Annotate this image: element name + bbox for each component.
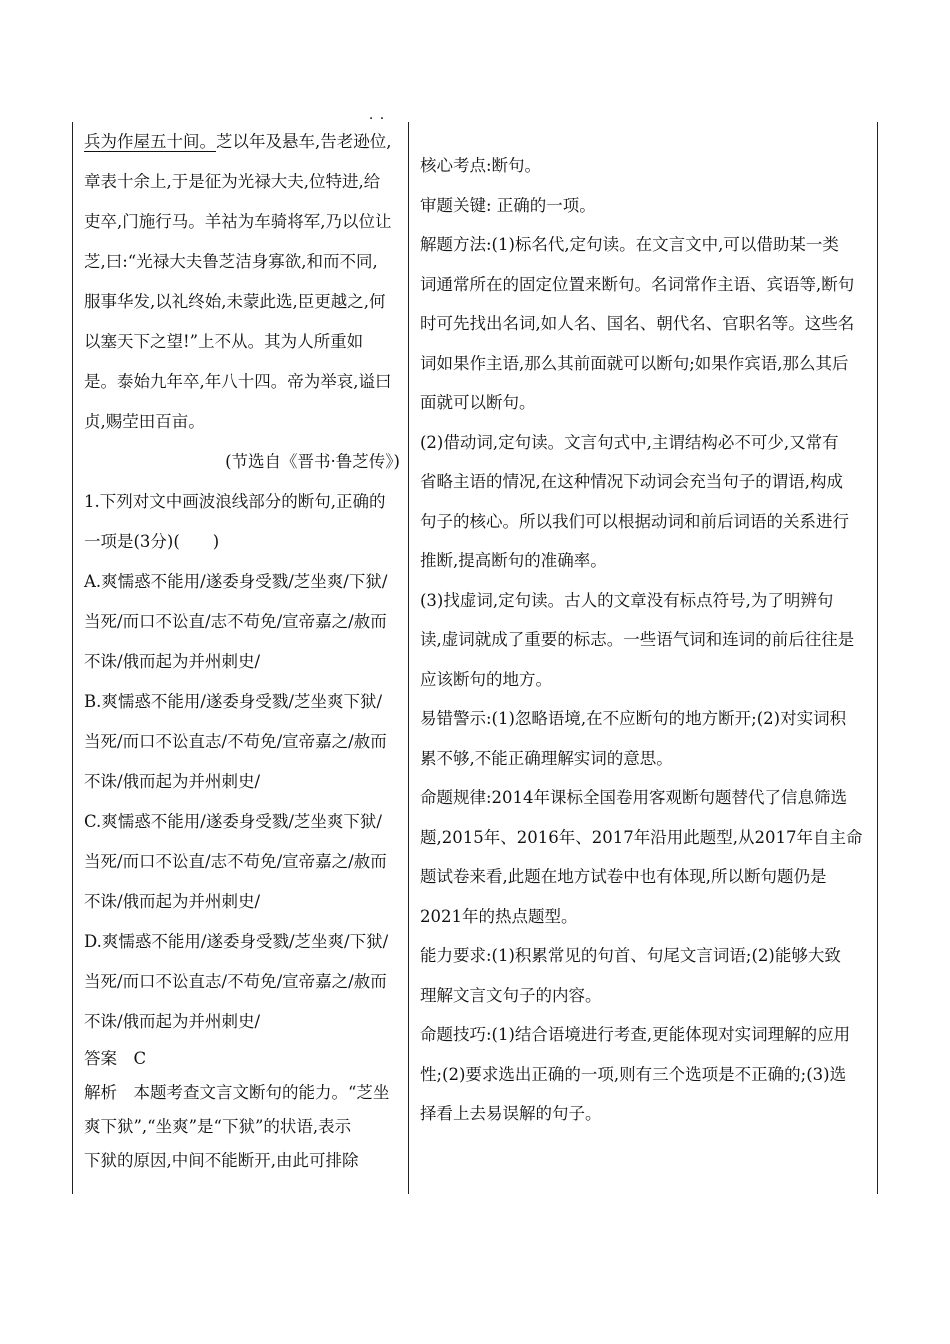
note-line: 核心考点:断句。 [420, 156, 542, 175]
option-c: C.爽懦惑不能用/遂委身受戮/芝坐爽下狱/ [84, 812, 382, 831]
note-line: (2)借动词,定句读。文言句式中,主谓结构必不可少,又常有 [420, 432, 839, 452]
right-border-line [877, 122, 878, 1194]
note-line: 面就可以断句。 [420, 393, 536, 412]
option-c: 当死/而口不讼直/志不苟免/宣帝嘉之/赦而 [84, 852, 387, 871]
note-line: 理解文言文句子的内容。 [420, 985, 602, 1005]
spacer [420, 122, 870, 146]
note-line: (3)找虚词,定句读。古人的文章没有标点符号,为了明辨句 [420, 590, 834, 610]
option-b: 当死/而口不讼直志/不苟免/宣帝嘉之/赦而 [84, 732, 387, 751]
left-column [84, 122, 400, 1178]
analysis-line: 爽下狱”,“坐爽”是“下狱”的状语,表示 [84, 1117, 352, 1136]
right-column [420, 122, 870, 1134]
passage-line: 贞,赐茔田百亩。 [84, 412, 205, 431]
option-a: 当死/而口不讼直/志不苟免/宣帝嘉之/赦而 [84, 612, 387, 631]
note-line: 2021年的热点题型。 [420, 906, 578, 926]
note-line: 词如果作主语,那么其前面就可以断句;如果作宾语,那么其后 [420, 353, 849, 373]
note-line: 能力要求:(1)积累常见的句首、句尾文言词语;(2)能够大致 [420, 946, 841, 965]
passage-line: 以塞天下之望!”上不从。其为人所重如 [84, 332, 364, 351]
analysis-line: 下狱的原因,中间不能断开,由此可排除 [84, 1151, 359, 1170]
option-c: 不诛/俄而起为并州刺史/ [84, 892, 261, 911]
option-d: 不诛/俄而起为并州刺史/ [84, 1012, 261, 1031]
option-d: D.爽懦惑不能用/遂委身受戮/芝坐爽/下狱/ [84, 932, 389, 951]
note-line: 解题方法:(1)标名代,定句读。在文言文中,可以借助某一类 [420, 235, 839, 254]
note-line: 读,虚词就成了重要的标志。一些语气词和连词的前后往往是 [420, 630, 855, 649]
note-line: 句子的核心。所以我们可以根据动词和前后词语的关系进行 [420, 511, 849, 531]
option-b: B.爽懦惑不能用/遂委身受戮/芝坐爽下狱/ [84, 692, 383, 711]
emphasis-dotted-char: · · 位 [370, 132, 387, 151]
passage-line: 芝,曰:“光禄大夫鲁芝洁身寡欲,和而不同, [84, 252, 378, 271]
option-a: 不诛/俄而起为并州刺史/ [84, 652, 261, 671]
note-line: 应该断句的地方。 [420, 669, 552, 689]
note-line: 省略主语的情况,在这种情况下动词会充当句子的谓语,构成 [420, 472, 843, 491]
passage-line: 吏卒,门施行马。羊祜为车骑将军,乃以位让 [84, 212, 392, 231]
left-border-line [72, 122, 73, 1194]
option-b: 不诛/俄而起为并州刺史/ [84, 772, 261, 791]
note-line: 命题技巧:(1)结合语境进行考查,更能体现对实词理解的应用 [420, 1025, 851, 1044]
option-d: 当死/而口不讼直志/不苟免/宣帝嘉之/赦而 [84, 972, 387, 991]
note-line: 审题关键: 正确的一项。 [420, 195, 596, 215]
passage-text: 芝以年及悬车,告老逊 [216, 132, 370, 151]
note-line: 命题规律:2014年课标全国卷用客观断句题替代了信息筛选 [420, 788, 848, 807]
note-line: 推断,提高断句的准确率。 [420, 551, 607, 570]
source-citation: (节选自《晋书·鲁芝传》) [225, 452, 400, 471]
underlined-text: 兵为作屋五十间。 [84, 132, 216, 151]
answer-line: 答案 C [84, 1049, 147, 1068]
option-a: A.爽懦惑不能用/遂委身受戮/芝坐爽/下狱/ [84, 572, 388, 591]
note-line: 题,2015年、2016年、2017年沿用此题型,从2017年自主命 [420, 827, 863, 847]
column-divider-line [408, 122, 409, 1194]
note-line: 时可先找出名词,如人名、国名、朝代名、官职名等。这些名 [420, 314, 855, 333]
question-stem: 1.下列对文中画波浪线部分的断句,正确的 [84, 492, 386, 511]
note-line: 性;(2)要求选出正确的一项,则有三个选项是不正确的;(3)选 [420, 1064, 847, 1084]
question-stem: 一项是(3分)( ) [84, 532, 220, 551]
note-line: 题试卷来看,此题在地方试卷中也有体现,所以断句题仍是 [420, 867, 827, 886]
analysis-line: 解析 本题考查文言文断句的能力。“芝坐 [84, 1083, 390, 1102]
passage-line: 章表十余上,于是征为光禄大夫,位特进,给 [84, 172, 381, 191]
note-line: 择看上去易误解的句子。 [420, 1104, 602, 1123]
passage-line: 是。泰始九年卒,年八十四。帝为举哀,谥曰 [84, 372, 392, 391]
passage-line: 服事华发,以礼终始,未蒙此选,臣更越之,何 [84, 292, 386, 311]
note-line: 词通常所在的固定位置来断句。名词常作主语、宾语等,断句 [420, 274, 855, 294]
passage-line [84, 122, 400, 162]
note-line: 易错警示:(1)忽略语境,在不应断句的地方断开;(2)对实词积 [420, 709, 847, 728]
note-line: 累不够,不能正确理解实词的意思。 [420, 748, 673, 768]
passage-punct: , [386, 132, 392, 151]
